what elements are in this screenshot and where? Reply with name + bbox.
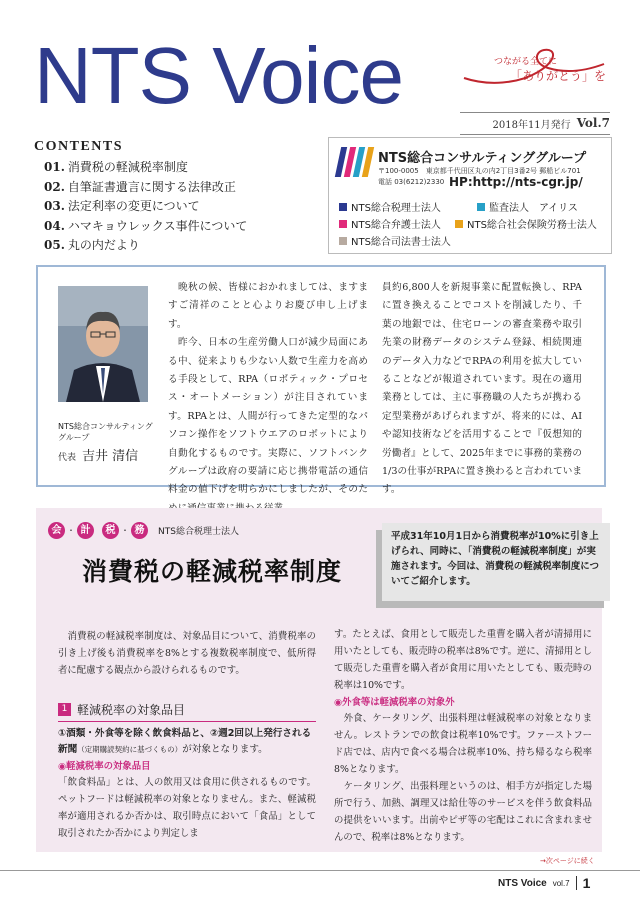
greeting-text-col2: 員約6,800人を新規事業に配置転換し、RPAに置き換えることでコストを削減したり、千葉の地銀では、住宅ローンの審査業務や取引先業の財務データのシステム登録、相続関連のデータ入力などでRPAの利用を拡大していることなどが報道されています。現在の適用業務としては、主に事務職の人たちが携わる定型業務があげられますが、将来的には、AIや認知技術などを活用することで『仮想知的労働者』として、2025年までに事務的業務の1/3の仕事がRPAに置き換わると言われています。 — [382, 282, 582, 496]
firm-item: 監査法人 アイリス — [477, 199, 578, 214]
firm-item: NTS総合社会保険労務士法人 — [455, 216, 597, 231]
company-address: 〒100-0005 東京都千代田区丸の内2丁目3番2号 郵船ビル701 — [378, 167, 581, 175]
square-icon — [339, 237, 347, 245]
contents-item[interactable]: 05. 丸の内だより — [44, 238, 140, 252]
article-body-col2b: 外食、ケータリング、出張料理は軽減税率の対象となりません。レストランでの飲食は税率10%です。ファーストフード店では、店内で食べる場合は税率10%、持ち帰るなら税率8%となります。 ケータリング、出張料理というのは、相手方が指定した場所で行う、加熱、調理又は給仕等のサービスを伴う飲食料品の提供をいいます。出前やピザ等の宅配はこれに含まれませんので、税率は8%となります。 — [334, 713, 592, 843]
article-summary: 平成31年10月1日から消費税率が10%に引き上げられ、同時に、「消費税の軽減税率制度」が実施されます。今回は、消費税の軽減税率制度についてご紹介します。 — [382, 523, 610, 601]
category-badge: 計 — [77, 522, 94, 539]
newsletter-logo: NTS Voice — [34, 31, 403, 120]
article-body-col1: 「飲食料品」とは、人の飲用又は食用に供されるものです。ペットフードは軽減税率の対象となりません。また、軽減税率が適用されるか否かは、取引時点において「食品」として取引されたか否かにより判定しま — [58, 777, 316, 839]
contents-list — [44, 158, 247, 256]
square-icon — [339, 203, 347, 211]
article-body-col2a: す。たとえば、食用として販売した重曹を購入者が清掃用に用いたとしても、販売時の税率は8%です。逆に、清掃用として販売した重曹を購入者が食用に用いたとしても、販売時の税率は10%です。 — [334, 629, 592, 691]
greeting-title: 代表 — [58, 453, 77, 463]
section-number: 1 — [58, 703, 71, 716]
greeting-box — [36, 265, 606, 496]
category-badge: 会 — [48, 522, 65, 539]
category-badges: 会 ・ 計 税 ・ 務 NTS総合税理士法人 — [48, 522, 239, 539]
footer-volume: vol.7 — [552, 878, 570, 888]
category-badge: 税 — [102, 522, 119, 539]
issue-date: 2018年11月発行 — [492, 120, 571, 131]
greeting-name: 吉井 清信 — [82, 449, 139, 464]
page-number: 1 — [582, 875, 591, 891]
article-title: 消費税の軽減税率制度 — [82, 557, 343, 586]
page-footer — [498, 875, 590, 891]
square-icon — [455, 220, 463, 228]
company-info-box — [328, 137, 612, 254]
greeting-org: NTS総合コンサルティング グループ — [58, 422, 153, 442]
greeting-signature — [58, 445, 138, 464]
footer-brand: NTS Voice — [498, 877, 547, 889]
issue-volume: Vol.7 — [576, 116, 610, 130]
article-panel — [36, 508, 602, 852]
company-homepage-link[interactable]: HP:http://nts-cgr.jp/ — [449, 175, 583, 189]
continue-note: →次ページに続く — [540, 857, 595, 865]
company-tel: 電話 03(6212)2330 — [378, 178, 445, 186]
subheading-dining: ◉外食等は軽減税率の対象外 — [334, 697, 455, 708]
footer-divider — [0, 870, 640, 871]
article-intro: 消費税の軽減税率制度は、対象品目について、消費税率の引き上げ後も消費税率を8%とする複数税率制度で、低所得者に配慮する観点から設けられるものです。 — [58, 631, 316, 676]
representative-photo — [58, 286, 148, 402]
square-icon — [477, 203, 485, 211]
firm-item: NTS総合司法書士法人 — [339, 233, 451, 248]
firm-item: NTS総合弁護士法人 — [339, 216, 441, 231]
article-firm: NTS総合税理士法人 — [158, 527, 239, 537]
category-badge: 務 — [131, 522, 148, 539]
contents-item[interactable]: 01. 消費税の軽減税率制度 — [44, 160, 188, 174]
contents-item[interactable]: 02. 自筆証書遺言に関する法律改正 — [44, 179, 236, 194]
company-logo-icon — [338, 147, 372, 177]
firm-item: NTS総合税理士法人 — [339, 199, 441, 214]
footer-separator — [576, 876, 577, 890]
company-name: NTS総合コンサルティンググループ — [378, 151, 587, 166]
contents-item[interactable]: 04. ハマキョウレックス事件について — [44, 218, 248, 233]
tagline-big: 「ありがとう」を — [510, 69, 607, 83]
contents-item[interactable]: 03. 法定利率の変更について — [44, 199, 200, 213]
target-items: ①酒類・外食等を除く飲食料品と、②週2回以上発行される新聞（定期購読契約に基づくもの）が対象となります。 — [58, 728, 312, 755]
section-title: 軽減税率の対象品目 — [77, 703, 186, 717]
contents-title: CONTENTS — [34, 139, 124, 154]
section-heading — [58, 701, 316, 722]
subheading-target: ◉軽減税率の対象品目 — [58, 761, 151, 772]
issue-info — [460, 112, 610, 135]
greeting-text-col1: 晩秋の候、皆様におかれましては、ますますご清祥のことと心よりお慶び申し上げます。 昨今、日本の生産労働人口が減少局面にある中、従来よりも少ない人数で生産力を高める手段として、RPA（ロボティック・プロセス・オートメーション）が注目されています。RPAとは、人間が行ってきた定型的なパソコン操作をソフトウエアのロボットにより自動化するものです。実際に、ソフトバンクグループは政府の要請に応じ携帯電話の通信料金の値下げを明らかにしましたが、そのた — [168, 282, 368, 496]
square-icon — [339, 220, 347, 228]
tagline-small: つながる全てに — [494, 57, 558, 67]
